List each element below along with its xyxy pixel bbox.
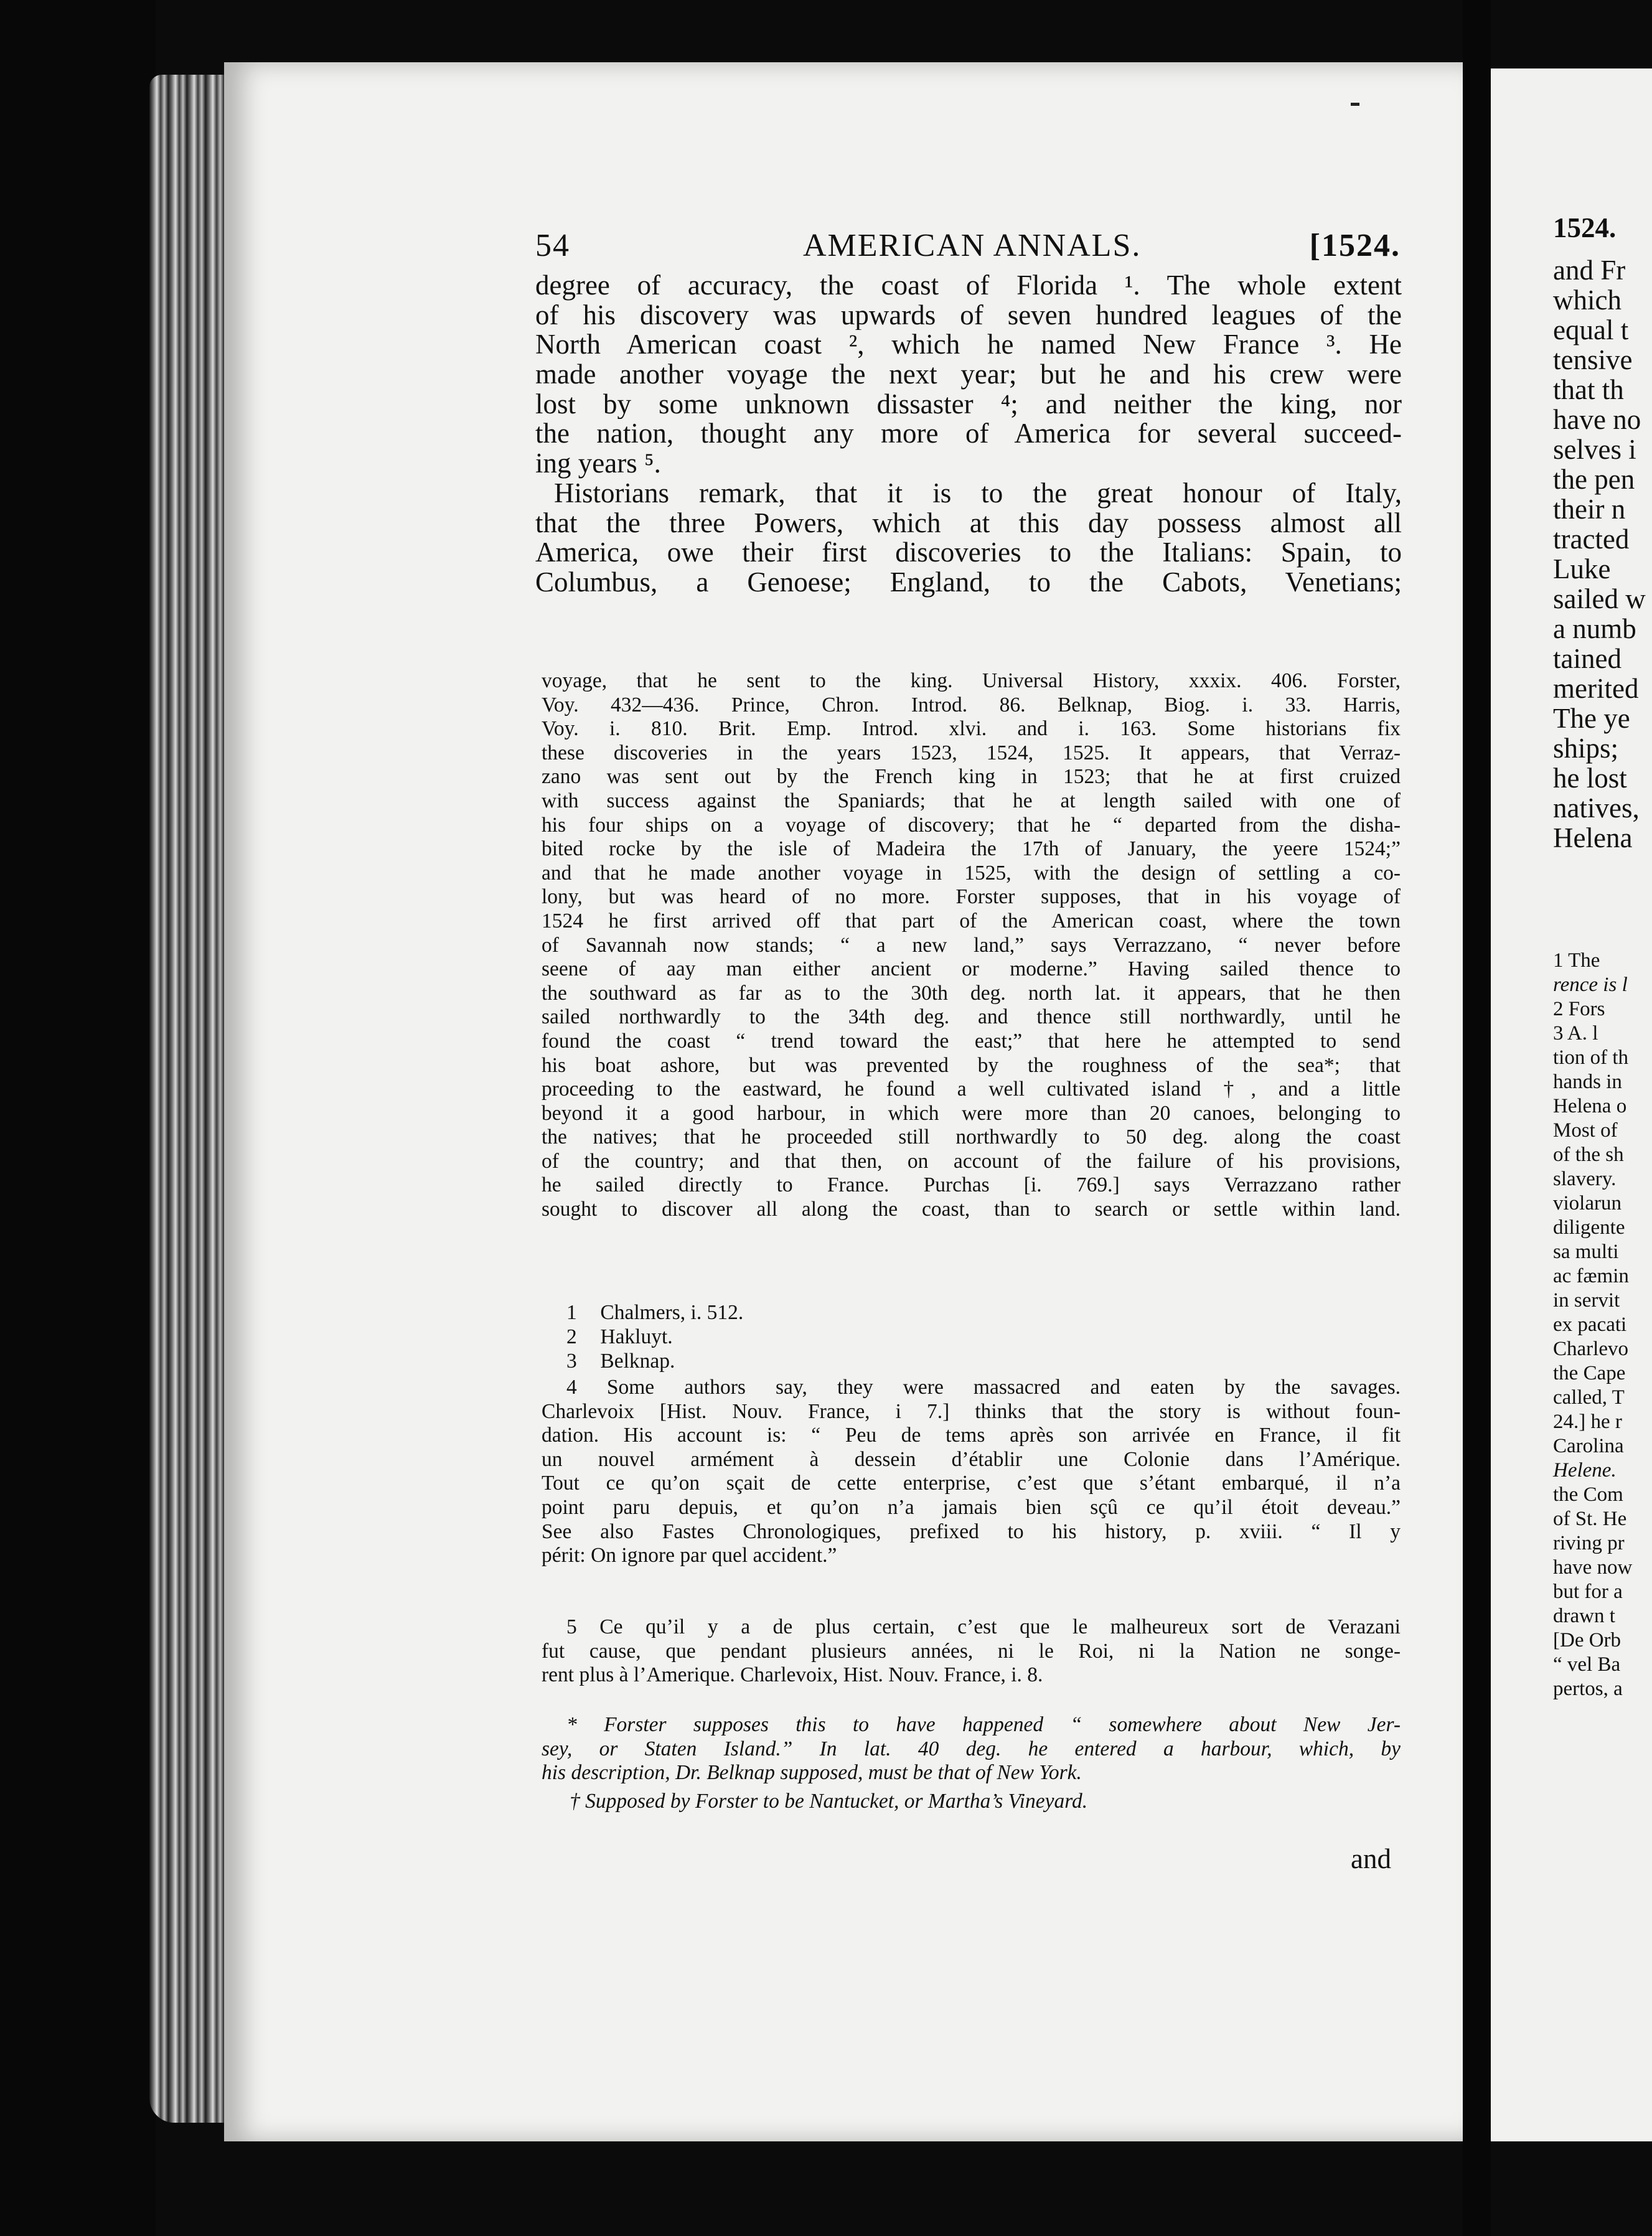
right-page-line: the pen — [1553, 464, 1635, 495]
text-line: ing years ⁵. — [535, 449, 661, 479]
right-page-line: Helena — [1553, 822, 1633, 853]
footnote-text: Chalmers, i. 512. — [600, 1301, 744, 1324]
right-page-note: hands in — [1553, 1071, 1622, 1093]
footnote-text: Hakluyt. — [600, 1325, 673, 1348]
right-page-note: Helena o — [1553, 1095, 1627, 1117]
footnote-line: See also Fastes Chronologiques, prefixed to his history, p. xviii. “ Il y — [542, 1520, 1401, 1543]
right-page-note: 1 The — [1553, 949, 1600, 972]
footnote-line: sey, or Staten Island.” In lat. 40 deg. he entered a harbour, which, by — [542, 1737, 1401, 1760]
right-page-line: that th — [1553, 374, 1624, 405]
right-page-note: diligente — [1553, 1216, 1625, 1239]
footnote-line: his description, Dr. Belknap supposed, must be that of New York. — [542, 1761, 1082, 1785]
right-page-line: equal t — [1553, 314, 1629, 345]
text-line: that the three Powers, which at this day possess almost all — [535, 508, 1402, 538]
right-page-line: a numb — [1553, 613, 1636, 644]
right-page-note: rence is l — [1553, 974, 1628, 996]
right-page-note: “ vel Ba — [1553, 1653, 1621, 1676]
right-page-note: Most of — [1553, 1119, 1618, 1142]
footnote-number: 3 — [566, 1350, 577, 1373]
right-page-note: have now — [1553, 1556, 1633, 1579]
catchword: and — [1351, 1843, 1391, 1874]
footnote-4 — [542, 1376, 1401, 1568]
footnote-3 — [542, 1350, 1401, 1374]
page-divider — [1463, 0, 1491, 2236]
right-page-note: violarun — [1553, 1192, 1621, 1214]
footnote-line: point paru depuis, et qu’on n’a jamais bien sçû ce qu’il étoit deveau.” — [542, 1495, 1401, 1519]
right-page-note: Charlevo — [1553, 1338, 1628, 1360]
right-page-line: selves i — [1553, 434, 1636, 465]
right-page-note: of St. He — [1553, 1508, 1627, 1530]
right-page-line: he lost — [1553, 763, 1627, 794]
right-page-note: tion of th — [1553, 1046, 1628, 1069]
right-page-line: and Fr — [1553, 255, 1626, 286]
text-line: of his discovery was upwards of seven hundred leagues of the — [535, 300, 1402, 331]
note-line: Voy. 432—436. Prince, Chron. Introd. 86. Belknap, Biog. i. 33. Harris, — [542, 693, 1401, 716]
note-line: the southward as far as to the 30th deg. north lat. it appears, that he then — [542, 981, 1401, 1005]
note-line: lony, but was heard of no more. Forster supposes, that in his voyage of — [542, 885, 1401, 909]
text-line: made another voyage the next year; but he and his crew were — [535, 360, 1402, 390]
right-page-note: Carolina — [1553, 1435, 1624, 1457]
note-line: these discoveries in the years 1523, 1524, 1525. It appears, that Verraz- — [542, 741, 1401, 764]
note-line: seene of aay man either ancient or moderne.” Having sailed thence to — [542, 957, 1401, 981]
note-line: 1524 he first arrived off that part of the American coast, where the town — [542, 909, 1401, 932]
right-page-note: in servit — [1553, 1289, 1620, 1312]
right-page-note: drawn t — [1553, 1605, 1615, 1627]
right-page-line: The ye — [1553, 703, 1630, 734]
main-text — [535, 271, 1402, 598]
header-year: [1524. — [1309, 228, 1401, 263]
running-title: AMERICAN ANNALS. — [803, 228, 1142, 263]
right-page-line: their n — [1553, 494, 1626, 525]
right-page-note: riving pr — [1553, 1532, 1625, 1554]
text-line: lost by some unknown dissaster ⁴; and neither the king, nor — [535, 389, 1402, 420]
footnote-line: un nouvel armément à dessein d’établir une Colonie dans l’Amérique. — [542, 1447, 1401, 1471]
note-line: with success against the Spaniards; that he at length sailed with one of — [542, 789, 1401, 812]
footnote-line: fut cause, que pendant plusieurs années, ni le Roi, ni la Nation ne songe- — [542, 1639, 1401, 1663]
footnote-line: * Forster supposes this to have happened “ somewhere about New Jer- — [566, 1713, 1401, 1736]
right-page-line: tensive — [1553, 344, 1633, 375]
right-page-line: natives, — [1553, 792, 1640, 824]
right-page-note: sa multi — [1553, 1241, 1619, 1263]
note-line: his four ships on a voyage of discovery; that he “ departed from the disha- — [542, 813, 1401, 837]
footnote-line: dation. His account is: “ Peu de tems après son arrivée en France, il fit — [542, 1424, 1401, 1447]
note-line: beyond it a good harbour, in which were more than 20 canoes, belonging to — [542, 1101, 1401, 1125]
note-line: zano was sent out by the French king in 1523; that he at first cruized — [542, 765, 1401, 789]
note-line: his boat ashore, but was prevented by the roughness of the sea*; that — [542, 1053, 1401, 1077]
footnote-line: 5 Ce qu’il y a de plus certain, c’est que le malheureux sort de Verazani — [566, 1615, 1401, 1638]
text-line: the nation, thought any more of America for several succeed- — [535, 419, 1402, 449]
footnote-number: 1 — [566, 1301, 577, 1324]
footnote-number: 2 — [566, 1325, 577, 1348]
right-page-line: tained — [1553, 643, 1621, 674]
footnote-5 — [542, 1615, 1401, 1688]
note-line: proceeding to the eastward, he found a well cultivated island †, and a little — [542, 1078, 1401, 1101]
right-page-note: slavery. — [1553, 1168, 1617, 1190]
note-line: sought to discover all along the coast, than to search or settle within land. — [542, 1198, 1401, 1221]
right-page-note: 24.] he r — [1553, 1411, 1622, 1433]
text-line: Historians remark, that it is to the great honour of Italy, — [554, 478, 1402, 509]
footnote-line: Tout ce qu’on sçait de cette enterprise, c’est que s’étant embarqué, il n’a — [542, 1472, 1401, 1495]
footnote-1 — [542, 1301, 1401, 1325]
right-page-note: 2 Fors — [1553, 998, 1605, 1020]
footnote-text: Belknap. — [600, 1350, 675, 1373]
right-page-note: of the sh — [1553, 1144, 1624, 1166]
text-line: North American coast ², which he named New France ³. He — [535, 330, 1402, 360]
footnote-line: rent plus à l’Amerique. Charlevoix, Hist. Nouv. France, i. 8. — [542, 1663, 1043, 1687]
right-page-note: the Cape — [1553, 1362, 1626, 1384]
note-line: bited rocke by the isle of Madeira the 17th of January, the yeere 1524;” — [542, 837, 1401, 861]
right-page-note: the Com — [1553, 1483, 1623, 1506]
right-page-note: pertos, a — [1553, 1678, 1623, 1700]
right-page-note: called, T — [1553, 1386, 1625, 1409]
note-line: sailed northwardly to the 34th deg. and thence still northwardly, until he — [542, 1005, 1401, 1029]
right-page-line: which — [1553, 284, 1621, 316]
right-page-note: 3 A. l — [1553, 1022, 1598, 1045]
footnote-2 — [542, 1325, 1401, 1350]
right-page-note: ac fæmin — [1553, 1265, 1629, 1287]
right-page-line: merited — [1553, 673, 1639, 704]
note-line: of Savannah now stands; “ a new land,” says Verrazzano, “ never before — [542, 933, 1401, 957]
page-number: 54 — [535, 228, 570, 263]
right-page-note: but for a — [1553, 1581, 1623, 1603]
asterisk-note — [542, 1713, 1401, 1785]
right-page-note: Helene. — [1553, 1459, 1617, 1482]
note-line: and that he made another voyage in 1525, with the design of settling a co- — [542, 861, 1401, 885]
right-page-line: tracted — [1553, 524, 1630, 555]
dagger-note: † Supposed by Forster to be Nantucket, or Martha’s Vineyard. — [570, 1790, 1088, 1813]
running-header — [535, 227, 1401, 277]
text-line: Columbus, a Genoese; England, to the Cabots, Venetians; — [535, 567, 1402, 598]
note-line: found the coast “ trend toward the east;” that here he attempted to send — [542, 1029, 1401, 1053]
page-edges — [149, 75, 237, 2123]
left-gutter — [0, 0, 156, 2236]
right-page-line: ships; — [1553, 733, 1619, 764]
note-line: of the country; and that then, on account of the failure of his provisions, — [542, 1149, 1401, 1173]
note-line: the natives; that he proceeded still northwardly to 50 deg. along the coast — [542, 1125, 1401, 1149]
footnote-line: Charlevoix [Hist. Nouv. France, i 7.] thinks that the story is without foun- — [542, 1399, 1401, 1423]
right-page-line: have no — [1553, 404, 1641, 435]
text-line: degree of accuracy, the coast of Florida ¹. The whole extent — [535, 271, 1402, 301]
ink-mark — [1351, 103, 1359, 106]
continued-note — [542, 669, 1401, 1222]
right-page-note: ex pacati — [1553, 1313, 1627, 1336]
right-page — [1491, 68, 1652, 2141]
note-line: Voy. i. 810. Brit. Emp. Introd. xlvi. and i. 163. Some historians fix — [542, 717, 1401, 741]
right-page-header: 1524. — [1553, 212, 1617, 243]
footnote-line: périt: On ignore par quel accident.” — [542, 1544, 837, 1567]
note-line: voyage, that he sent to the king. Universal History, xxxix. 406. Forster, — [542, 669, 1401, 692]
footnote-line: 4 Some authors say, they were massacred and eaten by the savages. — [566, 1376, 1401, 1399]
right-page-note: [De Orb — [1553, 1629, 1621, 1651]
right-page-line: sailed w — [1553, 583, 1646, 614]
right-page-line: Luke — [1553, 553, 1611, 585]
note-line: he sailed directly to France. Purchas [i. 769.] says Verrazzano rather — [542, 1173, 1401, 1197]
text-line: America, owe their first discoveries to the Italians: Spain, to — [535, 538, 1402, 568]
